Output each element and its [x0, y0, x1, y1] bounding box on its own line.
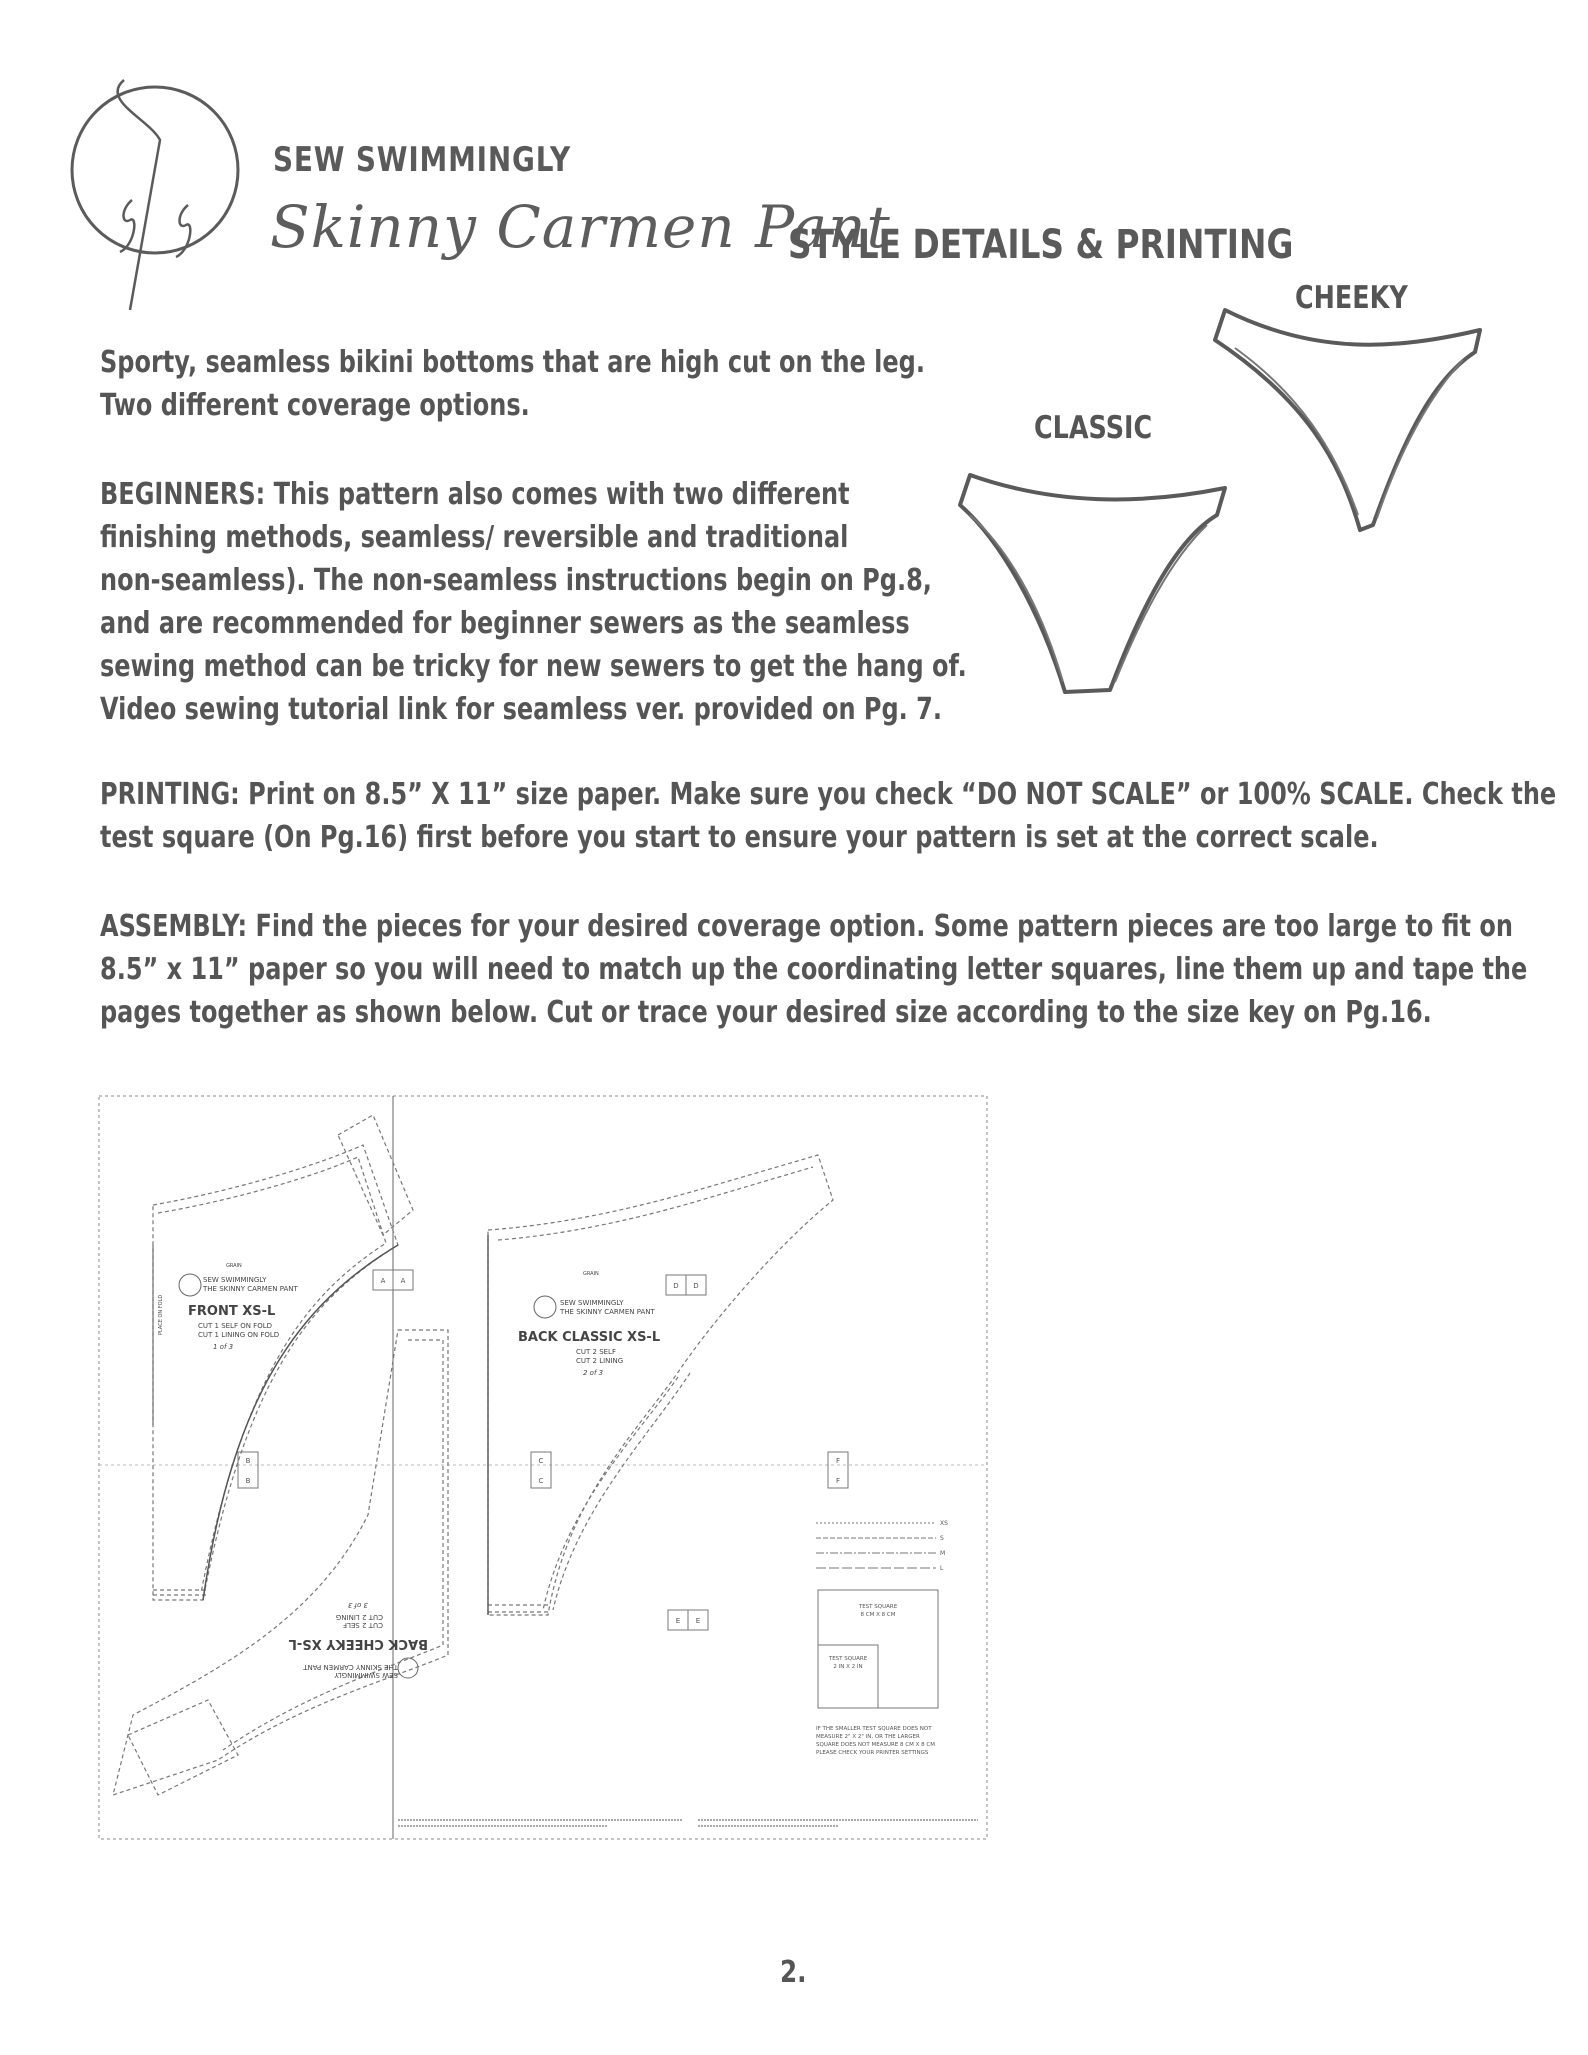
intro-line: Sporty, seamless bikini bottoms that are high cut on the leg.: [100, 345, 925, 380]
letter-square-e-right: E: [695, 1617, 701, 1625]
letter-square-b-top: B: [245, 1457, 251, 1465]
printing-paragraph: [100, 773, 1556, 859]
front-fold-label: PLACE ON FOLD: [158, 1294, 164, 1335]
assembly-line: pages together as shown below. Cut or trace your desired size according to the size key on Pg.16.: [100, 995, 1432, 1030]
back-cheeky-label: [289, 1601, 428, 1679]
back-classic-cut2: CUT 2 LINING: [576, 1357, 624, 1365]
back-classic-grain-label: GRAIN: [583, 1271, 599, 1277]
test-note-line: IF THE SMALLER TEST SQUARE DOES NOT: [816, 1726, 932, 1732]
beginners-line: and are recommended for beginner sewers as the seamless: [100, 606, 910, 641]
back-cheeky-pattern-piece: [113, 1330, 448, 1795]
pattern-layout-sheet: [98, 1095, 988, 1840]
back-cheeky-brand: SEW SWIMMINGLY: [334, 1671, 398, 1679]
front-count: 1 of 3: [213, 1343, 234, 1351]
size-key: [816, 1520, 948, 1572]
test-note-line: MEASURE 2" X 2" IN, OR THE LARGER: [816, 1734, 920, 1740]
beginners-line: Video sewing tutorial link for seamless ver. provided on Pg. 7.: [100, 692, 942, 727]
letter-square-b-bottom: B: [245, 1477, 251, 1485]
size-key-m: M: [940, 1550, 946, 1557]
back-cheeky-sub: THE SKINNY CARMEN PANT: [303, 1663, 398, 1671]
back-cheeky-count: 3 of 3: [347, 1601, 368, 1609]
front-cut1: CUT 1 SELF ON FOLD: [198, 1322, 273, 1330]
front-grain-label: GRAIN: [226, 1263, 242, 1269]
letter-square-e-left: E: [675, 1617, 681, 1625]
assembly-paragraph: [100, 905, 1527, 1034]
back-classic-title: BACK CLASSIC XS-L: [518, 1330, 661, 1345]
beginners-paragraph: [100, 473, 967, 731]
brand-logo: [60, 60, 250, 320]
page-number: 2.: [780, 1955, 807, 1990]
beginners-line: BEGINNERS: This pattern also comes with two different: [100, 477, 850, 512]
front-sub: THE SKINNY CARMEN PANT: [203, 1285, 298, 1293]
test-square-large-size: 8 CM X 8 CM: [860, 1612, 896, 1618]
assembly-line: ASSEMBLY: Find the pieces for your desired coverage option. Some pattern pieces are too large to fit on: [100, 909, 1513, 944]
assembly-line: 8.5” x 11” paper so you will need to match up the coordinating letter squares, line them up and tape the: [100, 952, 1528, 987]
style-heading: STYLE DETAILS & PRINTING: [788, 222, 1294, 268]
letter-squares: [238, 1270, 848, 1630]
classic-label: CLASSIC: [1034, 410, 1153, 446]
letter-square-a-right: A: [400, 1277, 406, 1285]
front-pattern-piece: [153, 1115, 413, 1600]
printing-line: PRINTING: Print on 8.5” X 11” size paper. Make sure you check “DO NOT SCALE” or 100% SCALE. Check the: [100, 777, 1557, 812]
back-cheeky-cut1: CUT 2 SELF: [343, 1621, 383, 1629]
front-brand: SEW SWIMMINGLY: [203, 1276, 267, 1284]
front-title: FRONT XS-L: [188, 1304, 276, 1319]
letter-square-f-bottom: F: [835, 1477, 841, 1485]
letter-square-d-left: D: [673, 1282, 679, 1290]
back-classic-sub: THE SKINNY CARMEN PANT: [560, 1308, 655, 1316]
back-classic-cut1: CUT 2 SELF: [576, 1348, 616, 1356]
test-note: [816, 1726, 935, 1756]
classic-bikini-illustration: [945, 460, 1245, 700]
test-square-small-size: 2 IN X 2 IN: [833, 1664, 863, 1670]
back-classic-pattern-piece: [488, 1155, 833, 1615]
letter-square-f-top: F: [835, 1457, 841, 1465]
back-cheeky-title: BACK CHEEKY XS-L: [288, 1636, 428, 1651]
size-key-l: L: [940, 1565, 944, 1572]
front-cut2: CUT 1 LINING ON FOLD: [198, 1331, 280, 1339]
back-cheeky-cut2: CUT 2 LINING: [335, 1613, 383, 1621]
script-title: Skinny Carmen Pant: [270, 193, 891, 261]
beginners-line: non-seamless). The non-seamless instructions begin on Pg.8,: [100, 563, 932, 598]
size-key-s: S: [940, 1535, 944, 1542]
test-squares: [818, 1590, 938, 1708]
printing-line: test square (On Pg.16) first before you start to ensure your pattern is set at the correct scale.: [100, 820, 1379, 855]
brand-name: SEW SWIMMINGLY: [273, 140, 571, 180]
intro-paragraph: [100, 341, 925, 427]
letter-square-c-bottom: C: [538, 1477, 544, 1485]
front-piece-label: [158, 1263, 299, 1351]
back-classic-count: 2 of 3: [583, 1369, 604, 1377]
test-note-line: SQUARE DOES NOT MEASURE 8 CM X 8 CM: [816, 1742, 935, 1748]
intro-line: Two different coverage options.: [100, 388, 530, 423]
letter-square-c-top: C: [538, 1457, 544, 1465]
test-note-line: PLEASE CHECK YOUR PRINTER SETTINGS: [816, 1750, 929, 1756]
test-square-large-title: TEST SQUARE: [858, 1604, 898, 1610]
letter-square-d-right: D: [693, 1282, 699, 1290]
letter-square-a-left: A: [380, 1277, 386, 1285]
test-square-small-title: TEST SQUARE: [828, 1656, 868, 1662]
size-key-xs: XS: [940, 1520, 948, 1527]
back-classic-label: [518, 1271, 660, 1377]
beginners-line: finishing methods, seamless/ reversible and traditional: [100, 520, 849, 555]
back-classic-brand: SEW SWIMMINGLY: [560, 1299, 624, 1307]
beginners-line: sewing method can be tricky for new sewers to get the hang of.: [100, 649, 967, 684]
cheeky-label: CHEEKY: [1295, 280, 1408, 316]
